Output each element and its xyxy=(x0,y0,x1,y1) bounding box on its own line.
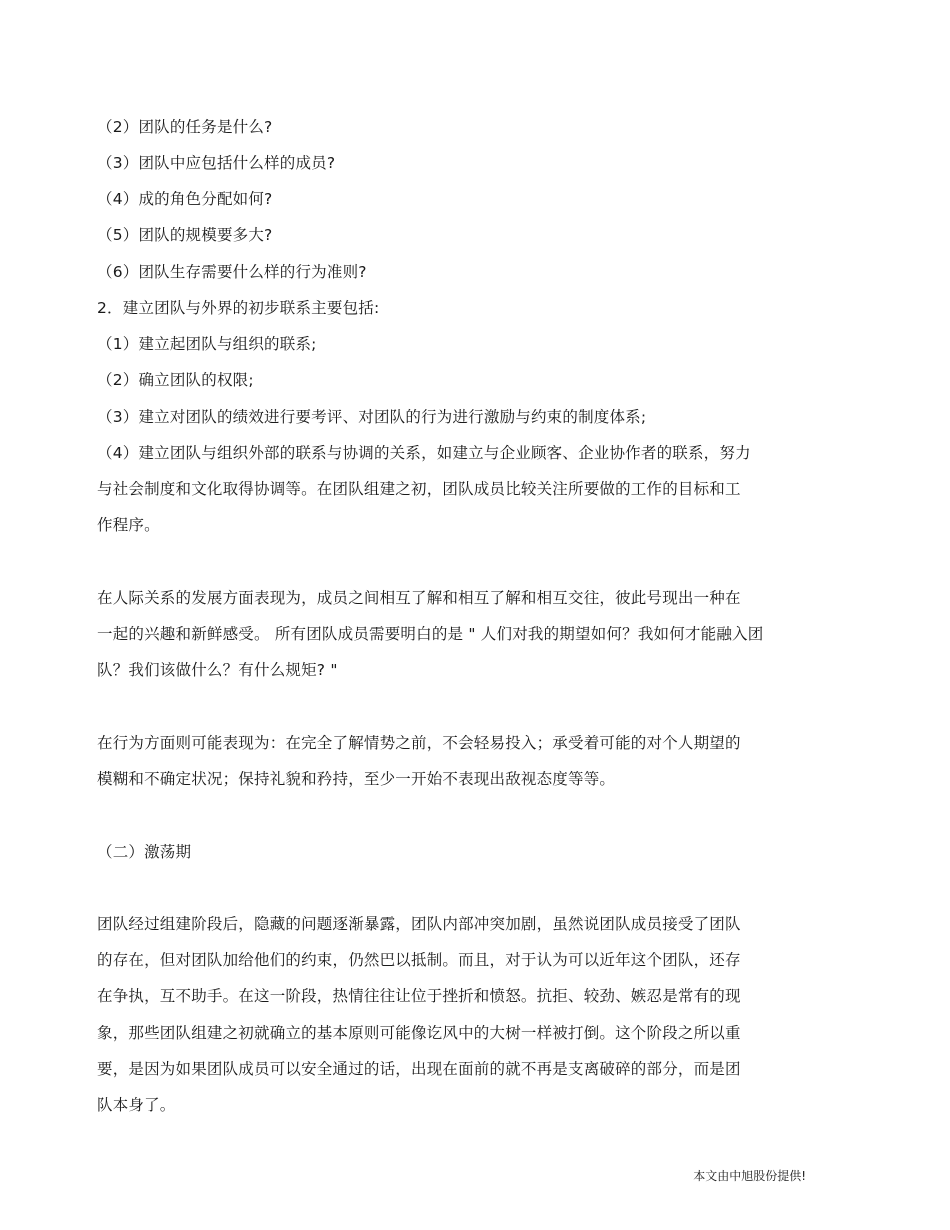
para-behavior-line-1: 在行为方面则可能表现为：在完全了解情势之前，不会轻易投入；承受着可能的对个人期望的 xyxy=(97,734,741,752)
footer-credit: 本文由中旭股份提供! xyxy=(693,1169,806,1183)
list2-item-2: （2）确立团队的权限; xyxy=(97,371,254,389)
list2-item-1: （1）建立起团队与组织的联系; xyxy=(97,335,317,353)
list1-item-5: （5）团队的规模要多大? xyxy=(97,226,273,244)
section-storming-heading: （二）激荡期 xyxy=(97,843,192,861)
para-item4-line-3: 作程序。 xyxy=(97,516,160,534)
section-2-heading: 2．建立团队与外界的初步联系主要包括: xyxy=(97,299,380,317)
list1-item-4: （4）成的角色分配如何? xyxy=(97,190,273,208)
para-storming-line-6: 队本身了。 xyxy=(97,1096,176,1114)
list1-item-3: （3）团队中应包括什么样的成员? xyxy=(97,154,336,172)
para-storming-line-3: 在争执，互不助手。在这一阶段，热情往往让位于挫折和愤怒。抗拒、较劲、嫉忍是常有的现 xyxy=(97,987,741,1005)
list1-item-2: （2）团队的任务是什么? xyxy=(97,118,273,136)
para-storming-line-5: 要，是因为如果团队成员可以安全通过的话，出现在面前的就不再是支离破碎的部分，而是团 xyxy=(97,1060,741,1078)
para-behavior-line-2: 模糊和不确定状况；保持礼貌和矜持，至少一开始不表现出敌视态度等等。 xyxy=(97,770,616,788)
para-interpersonal-line-3: 队？我们该做什么？有什么规矩? " xyxy=(97,661,338,679)
list1-item-6: （6）团队生存需要什么样的行为准则? xyxy=(97,263,367,281)
para-storming-line-2: 的存在，但对团队加给他们的约束，仍然巴以抵制。而且，对于认为可以近年这个团队，还存 xyxy=(97,951,741,969)
para-storming-line-1: 团队经过组建阶段后，隐藏的问题逐渐暴露，团队内部冲突加剧，虽然说团队成员接受了团队 xyxy=(97,915,741,933)
para-interpersonal-line-2: 一起的兴趣和新鲜感受。 所有团队成员需要明白的是 " 人们对我的期望如何？我如何才能融入团 xyxy=(97,625,764,643)
para-interpersonal-line-1: 在人际关系的发展方面表现为，成员之间相互了解和相互了解和相互交往，彼此号现出一种在 xyxy=(97,589,741,607)
para-item4-line-1: （4）建立团队与组织外部的联系与协调的关系，如建立与企业顾客、企业协作者的联系，努力 xyxy=(97,444,751,462)
para-storming-line-4: 象，那些团队组建之初就确立的基本原则可能像讫风中的大树一样被打倒。这个阶段之所以重 xyxy=(97,1024,741,1042)
para-item4-line-2: 与社会制度和文化取得协调等。在团队组建之初，团队成员比较关注所要做的工作的目标和工 xyxy=(97,480,741,498)
list2-item-3: （3）建立对团队的绩效进行要考评、对团队的行为进行激励与约束的制度体系; xyxy=(97,408,647,426)
